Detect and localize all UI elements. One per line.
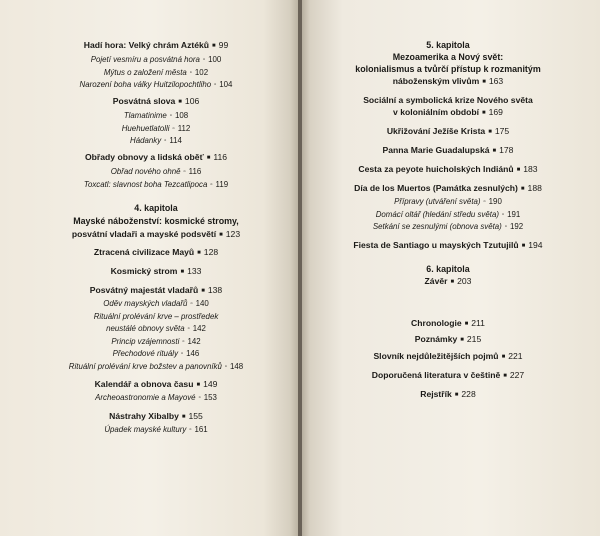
toc-subentry (22, 166, 290, 178)
toc-page-number: 192 (509, 222, 524, 231)
toc-entry-title: Archeoastronomie a Mayové (95, 393, 196, 402)
toc-entry-title: Sociální a symbolická krize Nového světa (363, 95, 533, 105)
toc-entry-title: kolonialismus a tvůrčí přístup k rozmanitým (355, 64, 541, 74)
toc-page-number: 148 (230, 362, 244, 371)
toc-page-number: 211 (471, 318, 485, 328)
toc-subentry (22, 79, 290, 91)
toc-subentry (22, 348, 290, 360)
toc-page-number: 215 (466, 334, 482, 344)
toc-entry-title: Panna Marie Guadalupská (382, 145, 490, 155)
filled-square-bullet-icon: ■ (520, 186, 525, 192)
hollow-square-bullet-icon: ▫ (189, 70, 192, 76)
toc-entry (308, 164, 588, 176)
filled-square-bullet-icon: ■ (181, 414, 186, 420)
chapter-heading (22, 203, 290, 214)
toc-page-number: 169 (488, 107, 503, 117)
hollow-square-bullet-icon: ▫ (504, 224, 507, 230)
filled-square-bullet-icon: ■ (206, 155, 211, 161)
filled-square-bullet-icon: ■ (201, 288, 205, 294)
toc-subentry (308, 209, 588, 221)
filled-square-bullet-icon: ■ (180, 269, 185, 275)
toc-entry-title: Hádanky (130, 136, 162, 145)
toc-entry-title: Nástrahy Xibalby (109, 411, 179, 421)
toc-entry-title: Huehuetlatolli (121, 124, 170, 133)
toc-entry (308, 145, 588, 157)
hollow-square-bullet-icon: ▫ (181, 351, 184, 357)
toc-entry-title: Posvátný majestát vladařů (89, 285, 199, 295)
toc-page-number: 178 (499, 145, 514, 155)
toc-entry-title: Princip vzájemnosti (111, 337, 180, 346)
filled-square-bullet-icon: ■ (212, 43, 216, 49)
chapter-heading (308, 52, 588, 63)
toc-page-number: 116 (213, 152, 228, 162)
toc-entry-title: Posvátná slova (112, 96, 176, 106)
toc-entry-title: náboženským vlivům (392, 76, 480, 86)
toc-entry-title: Hadí hora: Velký chrám Aztéků (83, 40, 210, 50)
toc-entry (308, 351, 588, 363)
filled-square-bullet-icon: ■ (219, 232, 223, 238)
toc-subentry (22, 392, 290, 404)
toc-page-number: 163 (488, 76, 504, 86)
toc-entry (22, 247, 290, 259)
toc-entry (22, 266, 290, 278)
toc-entry (308, 318, 588, 330)
toc-entry-title: 6. kapitola (426, 264, 470, 274)
toc-subentry (308, 221, 588, 233)
toc-entry (22, 285, 290, 297)
toc-entry-title: Kalendář a obnova času (94, 379, 194, 389)
toc-subentry (22, 323, 290, 335)
toc-entry-title: Slovník nejdůležitějších pojmů (373, 351, 499, 361)
toc-page-number: 108 (174, 111, 189, 120)
toc-entry-title: Rituální prolévání krve božstev a panovníků (68, 362, 222, 371)
hollow-square-bullet-icon: ▫ (214, 82, 217, 88)
toc-right-column (308, 0, 588, 536)
toc-page-number: 140 (195, 299, 209, 308)
toc-entry-title: Přípravy (utváření světa) (394, 197, 481, 206)
toc-subentry (22, 67, 290, 79)
toc-entry-title: Narození boha války Huitzilopochtliho (79, 80, 212, 89)
toc-page-number: 142 (192, 324, 206, 333)
toc-page-number: 146 (186, 349, 200, 358)
toc-subentry (22, 135, 290, 147)
toc-entry-title: Tlamatinime (123, 111, 167, 120)
toc-entry-title: Toxcatl: slavnost boha Tezcatlipoca (83, 180, 208, 189)
toc-page-number: 221 (508, 351, 523, 361)
toc-page-number: 123 (225, 229, 241, 239)
toc-entry-title: Fiesta de Santiago u mayských Tzutujilů (353, 240, 519, 250)
toc-page-number: 112 (177, 124, 191, 133)
hollow-square-bullet-icon: ▫ (210, 182, 213, 188)
filled-square-bullet-icon: ■ (482, 79, 486, 85)
toc-entry (308, 370, 588, 382)
hollow-square-bullet-icon: ▫ (483, 199, 486, 205)
toc-entry-title: 4. kapitola (134, 203, 178, 213)
toc-entry (22, 40, 290, 52)
toc-subentry (22, 424, 290, 436)
filled-square-bullet-icon: ■ (450, 279, 455, 285)
toc-entry-title: Chronologie (411, 318, 462, 328)
toc-page-number: 102 (194, 68, 209, 77)
hollow-square-bullet-icon: ▫ (187, 326, 190, 332)
chapter-heading (308, 64, 588, 75)
toc-subentry (22, 361, 290, 373)
toc-page-number: 183 (523, 164, 538, 174)
hollow-square-bullet-icon: ▫ (224, 364, 228, 370)
hollow-square-bullet-icon: ▫ (189, 427, 192, 433)
toc-entry-title: Závěr (424, 276, 448, 286)
toc-page-number: 153 (203, 393, 217, 402)
toc-entry (308, 276, 588, 288)
toc-entry (308, 95, 588, 106)
filled-square-bullet-icon: ■ (178, 99, 182, 105)
toc-page-number: 191 (507, 210, 521, 219)
toc-entry (22, 229, 290, 241)
toc-entry-title: Ztracená civilizace Mayů (93, 247, 195, 257)
filled-square-bullet-icon: ■ (488, 129, 492, 135)
toc-page-number: 142 (187, 337, 201, 346)
toc-subentry (308, 196, 588, 208)
toc-entry-title: Rituální prolévání krve – prostředek (93, 312, 219, 321)
toc-entry-title: 5. kapitola (426, 40, 470, 50)
toc-entry-title: Pojetí vesmíru a posvátná hora (90, 55, 200, 64)
toc-entry-title: Kosmický strom (110, 266, 178, 276)
filled-square-bullet-icon: ■ (516, 167, 521, 173)
filled-square-bullet-icon: ■ (464, 321, 469, 327)
toc-page-number: 128 (203, 247, 219, 257)
toc-page-number: 175 (494, 126, 510, 136)
hollow-square-bullet-icon: ▫ (190, 301, 193, 307)
toc-subentry (22, 298, 290, 310)
filled-square-bullet-icon: ■ (481, 110, 486, 116)
toc-page-number: 114 (169, 136, 182, 145)
toc-page-number: 190 (488, 197, 502, 206)
toc-page-number: 149 (203, 379, 218, 389)
filled-square-bullet-icon: ■ (460, 337, 464, 343)
toc-page-number: 100 (208, 55, 222, 64)
toc-entry-title: Setkání se zesnulými (obnova světa) (372, 222, 502, 231)
toc-page-number: 155 (188, 411, 203, 421)
toc-entry-title: Rejstřík (420, 389, 452, 399)
toc-page-number: 119 (215, 180, 229, 189)
toc-entry (308, 334, 588, 346)
toc-entry-title: Día de los Muertos (Památka zesnulých) (354, 183, 518, 193)
toc-subentry (22, 123, 290, 135)
toc-entry-title: Mýtus o založení města (103, 68, 187, 77)
toc-page-number: 203 (457, 276, 472, 286)
toc-subentry (22, 110, 290, 122)
hollow-square-bullet-icon: ▫ (164, 138, 167, 144)
toc-entry-title: Mayské náboženství: kosmické stromy, (73, 216, 239, 226)
toc-entry (308, 389, 588, 401)
toc-entry-title: Obřad nového ohně (110, 167, 181, 176)
toc-entry (22, 411, 290, 423)
toc-entry-title: posvátní vladaři a mayské podsvětí (71, 229, 217, 239)
toc-page-number: 227 (509, 370, 525, 380)
toc-page-number: 188 (527, 183, 542, 193)
filled-square-bullet-icon: ■ (454, 392, 459, 398)
hollow-square-bullet-icon: ▫ (198, 395, 201, 401)
filled-square-bullet-icon: ■ (521, 243, 526, 249)
toc-entry-title: Obřady obnovy a lidská oběť (84, 152, 204, 162)
chapter-heading (22, 216, 290, 227)
toc-page-number: 133 (187, 266, 202, 276)
filled-square-bullet-icon: ■ (503, 373, 507, 379)
toc-entry-title: Doporučená literatura v češtině (371, 370, 501, 380)
toc-entry-title: Cesta za peyote huicholských Indiánů (358, 164, 514, 174)
filled-square-bullet-icon: ■ (492, 148, 497, 154)
toc-entry (308, 107, 588, 119)
book-gutter (298, 0, 302, 536)
chapter-heading (308, 40, 588, 51)
toc-entry-title: Oděv mayských vladařů (103, 299, 188, 308)
hollow-square-bullet-icon: ▫ (169, 113, 172, 119)
toc-entry (308, 126, 588, 138)
toc-entry (22, 96, 290, 108)
toc-entry (22, 379, 290, 391)
toc-entry-title: Domácí oltář (hledání středu světa) (375, 210, 499, 219)
chapter-heading (308, 264, 588, 275)
toc-entry (308, 183, 588, 195)
toc-subentry (22, 336, 290, 348)
toc-page-number: 99 (218, 40, 229, 50)
toc-subentry (22, 311, 290, 322)
toc-page-number: 116 (188, 167, 202, 176)
hollow-square-bullet-icon: ▫ (202, 57, 206, 63)
toc-entry-title: v koloniálním období (393, 107, 479, 117)
toc-subentry (22, 179, 290, 191)
hollow-square-bullet-icon: ▫ (501, 212, 505, 218)
toc-entry-title: Poznámky (414, 334, 458, 344)
hollow-square-bullet-icon: ▫ (182, 339, 185, 345)
toc-entry-title: Úpadek mayské kultury (104, 425, 187, 434)
toc-left-column (22, 0, 290, 536)
hollow-square-bullet-icon: ▫ (183, 169, 186, 175)
toc-entry-title: neustálé obnovy světa (106, 324, 185, 333)
toc-entry (308, 76, 588, 88)
toc-page-number: 228 (461, 389, 476, 399)
filled-square-bullet-icon: ■ (197, 250, 201, 256)
toc-entry-title: Přechodové rituály (112, 349, 179, 358)
toc-entry-title: Ukřižování Ježíše Krista (386, 126, 486, 136)
toc-entry (308, 240, 588, 252)
toc-subentry (22, 54, 290, 66)
filled-square-bullet-icon: ■ (501, 354, 506, 360)
toc-page-number: 106 (184, 96, 200, 106)
filled-square-bullet-icon: ■ (196, 382, 201, 388)
toc-entry-title: Mezoamerika a Nový svět: (392, 52, 504, 62)
toc-page-number: 161 (194, 425, 208, 434)
toc-page-number: 194 (528, 240, 543, 250)
toc-entry (22, 152, 290, 164)
hollow-square-bullet-icon: ▫ (172, 126, 175, 132)
toc-page-number: 138 (207, 285, 223, 295)
toc-page-number: 104 (219, 80, 233, 89)
